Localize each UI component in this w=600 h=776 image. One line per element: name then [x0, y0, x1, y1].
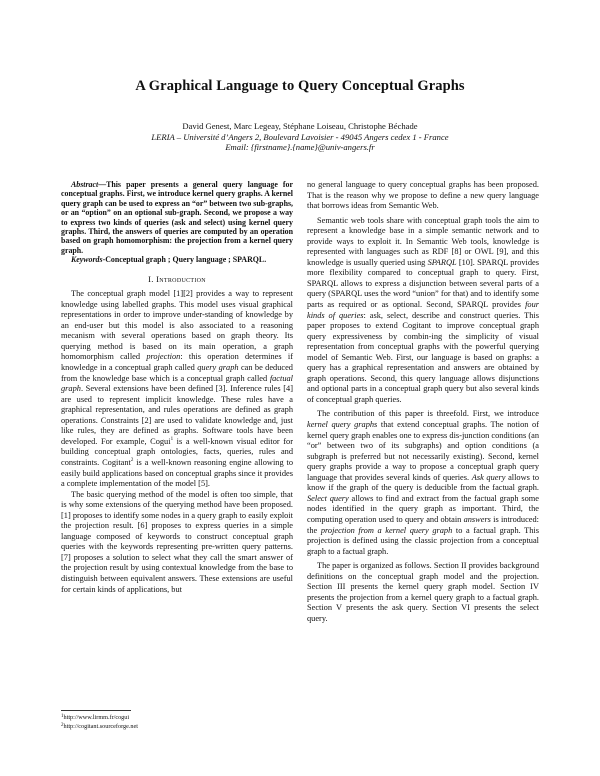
- footnote-mark-2: 2: [130, 457, 134, 463]
- intro-paragraph-3: Semantic web tools share with conceptual graph tools the aim to represent a knowledge base in a simple semantic network and to provide ways to exploit it. In Semantic Web tools, knowledge is represented with languages such as RDF [8] or OWL [9], and this knowledge is usually queried using SPARQL [10]. SPARQL provides more flexibility compared to conceptual graph to query. First, SPARQL allows to express a disjunction between several parts of a query (SPARQL uses the word “union” for that) and to identify some parts as required or as optional. Second, SPARQL provides four kinds of queries: ask, select, describe and construct queries. This paper proposes to extend Cogitant to improve conceptual graph query expressiveness by combin-ing the simplicity of visual representation from conceptual graphs with the powerful querying model of Semantic Web. First, our language is based on graphs: a query has a graphical representation and answers are obtained by graph operations. Second, this query language allows disjunctions and optional parts in a conceptual graph query but also several kinds of conceptual graph queries.: [307, 215, 540, 404]
- author-block: [0, 121, 600, 153]
- footnote-2: $^2$http://cogitant.sourceforge.net: [61, 722, 138, 730]
- keywords: [61, 255, 293, 264]
- author-names: David Genest, Marc Legeay, Stéphane Loiseau, Christophe Béchade: [182, 121, 418, 131]
- keywords-body: -Conceptual graph ; Query language ; SPARQL.: [102, 255, 267, 265]
- intro-paragraph-continued: no general language to query conceptual graphs has been proposed. That is the reason why we propose to define a new query language that borrows ideas from Semantic Web.: [307, 180, 539, 211]
- abstract-lead: Abstract: [71, 180, 99, 189]
- right-column: [307, 180, 539, 624]
- footnotes: [61, 710, 293, 731]
- section-heading-introduction: I. Introduction: [148, 273, 206, 284]
- intro-paragraph-1: The conceptual graph model [1][2] provides a way to represent knowledge using labelled graphs. This model uses visual graphical representations in order to improve under-standing of knowledge by an end-user but this model is also associated to a reasoning mecanism with several operations based on graph theory. Its querying method is based on its main operation, a graph homomorphism called projection: this operation determines if knowledge in a conceptual graph called query graph can be deduced from the knowledge base which is a conceptual graph called factual graph. Several extensions have been defined [3]. Inference rules [4] are used to represent implicit knowledge. These rules have a graphical representation, and rules operations are defined as graph operations. Constraints [2] are used to validate knowledge and, just like rules, they are defined as graphs. Software tools have been developed. For example, Cogui$^1$ is a well-known visual editor for building conceptual graph ontologies, facts, queries, rules and constraints. Cogitant$^2$ is a well-known reasoning engine allowing to easily build applications based on conceptual graphs since it provides a complete implementation of the model [5].: [61, 289, 293, 489]
- author-affiliation: LERIA – Université d’Angers 2, Boulevard Lavoisier - 49045 Angers cedex 1 - France: [151, 131, 449, 142]
- footnote-rule: [61, 710, 131, 711]
- intro-paragraph-2: The basic querying method of the model is often too simple, that is why some extensions of the querying method have been proposed. [1] proposes to identify some nodes in a query graph to easily exploit the projection result. [6] proposes to express queries in a simple language composed of keywords to construct conceptual graph queries with the keywords representing pre-written query patterns. [7] proposes a solution to select what they call the smart answer of the projection result by using contextual knowledge from the base to distinguish between equivalent answers. These extensions are useful for certain kinds of applications, but: [61, 489, 293, 594]
- paper-title: A Graphical Language to Query Conceptual Graphs: [135, 78, 465, 94]
- abstract-body: —This paper presents a general query language for conceptual graphs. First, we introduce kernel query graphs. A kernel query graph can be used to express an “or” between two sub-graphs, or an “option” on an optional sub-graph. Second, we propose a way to express two kinds of queries (ask and select) using kernel query graphs. Third, the answers of queries are computed by an operation based on graph homomorphism: the projection from a kernel query graph.: [61, 180, 293, 255]
- intro-paragraph-4: The contribution of this paper is threefold. First, we introduce kernel query graphs that extend conceptual graphs. The notion of kernel query graph enables one to express dis-junction conditions (an “or” between two of its subgraphs) and option conditions (a subgraph is preferred but not necessarily existing). Second, kernel query graphs provide a way to propose a conceptual graph query language that provides several kinds of queries. Ask query allows to know if the graph of the query is deducible from the factual graph. Select query allows to find and extract from the factual graph some nodes identified in the query graph as important. Third, the computing operation used to query and obtain answers is introduced: the projection from a kernel query graph to a factual graph. This projection is defined using the classic projection from a conceptual graph to a factual graph.: [307, 409, 540, 556]
- abstract: [61, 180, 293, 255]
- left-column: [61, 180, 293, 595]
- footnote-mark-1: 1: [170, 436, 174, 442]
- keywords-lead: Keywords: [71, 255, 103, 265]
- author-email: Email: {firstname}.{name}@univ-angers.fr: [225, 142, 375, 153]
- footnote-1: $^1$http://www.lirmm.fr/cogui: [61, 714, 130, 721]
- intro-paragraph-5: The paper is organized as follows. Section II provides background definitions on the conceptual graph model and the projection. Section III presents the kernel query graph model. Section IV presents the projection from a kernel query graph to a factual graph. Section V presents the ask query. Section VI presents the select query.: [307, 561, 539, 623]
